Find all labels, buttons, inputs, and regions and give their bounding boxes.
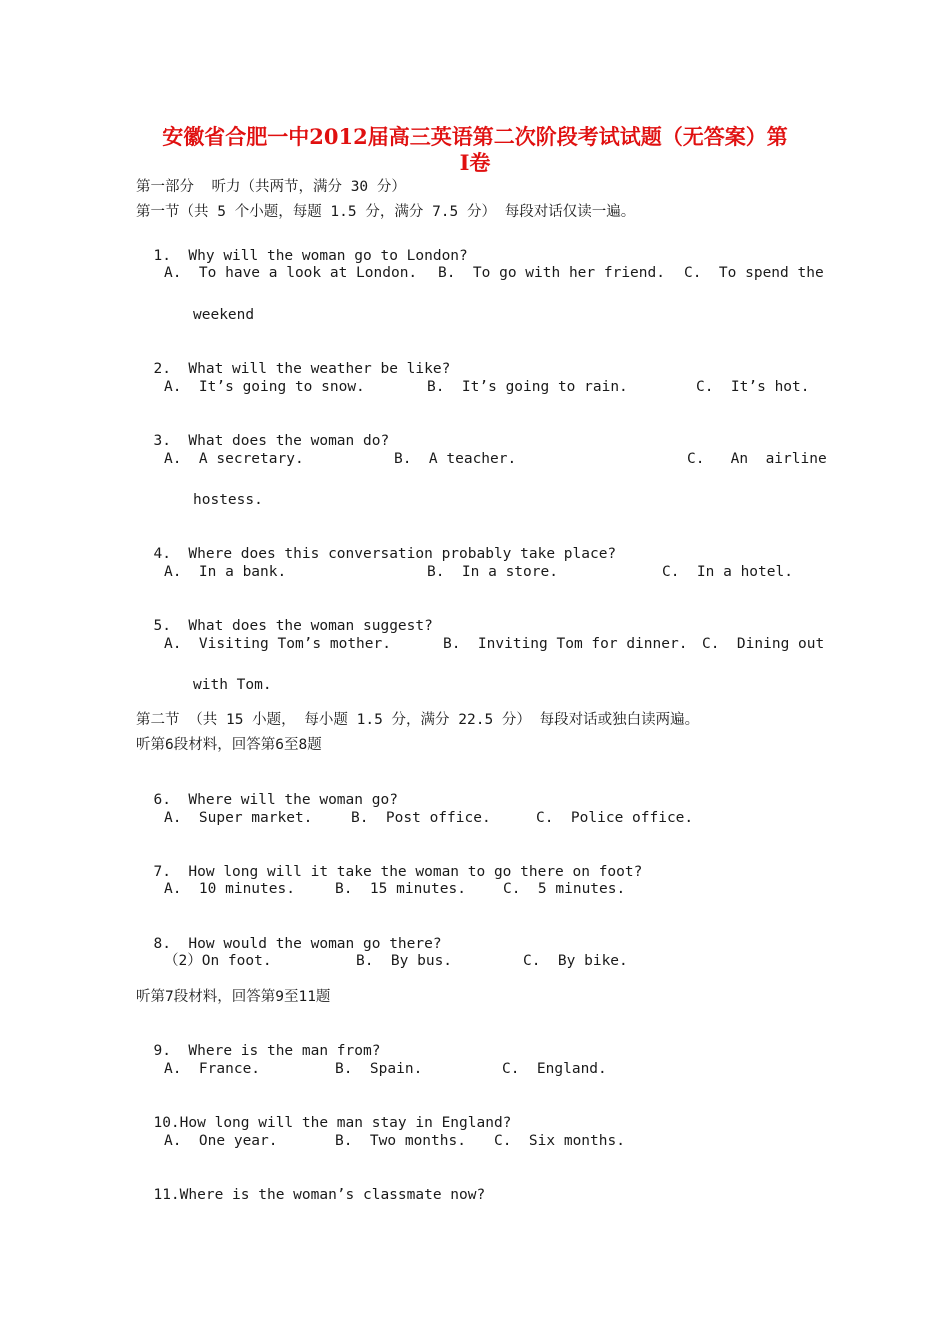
option-b: B. Inviting Tom for dinner. [443, 636, 688, 652]
question-text: Where is the man from? [188, 1043, 381, 1059]
question-number: 9. [153, 1043, 171, 1059]
option-continuation: with Tom. [193, 677, 272, 693]
option-c: C. Police office. [536, 810, 694, 826]
option-c: C. An airline [687, 451, 827, 467]
question-number: 2. [153, 361, 171, 377]
section-1-heading: 第一节（共 5 个小题，每题 1.5 分，满分 7.5 分） 每段对话仅读一遍。 [136, 204, 636, 220]
question-8 [136, 917, 442, 953]
question-number: 5. [153, 618, 171, 634]
option-a: A. In a bank. [164, 564, 287, 580]
option-b: B. Spain. [335, 1061, 423, 1077]
question-number: 3. [153, 433, 171, 449]
document-title [120, 124, 830, 176]
option-c: C. In a hotel. [662, 564, 793, 580]
question-text: What will the weather be like? [188, 361, 451, 377]
title-line-1: 安徽省合肥一中2012届高三英语第二次阶段考试试题（无答案）第 [162, 124, 788, 149]
option-continuation: hostess. [193, 492, 263, 508]
option-b: B. 15 minutes. [335, 881, 466, 897]
question-text: Where does this conversation probably take place? [188, 546, 617, 562]
question-10 [136, 1096, 511, 1132]
question-text: Where will the woman go? [188, 792, 398, 808]
material-6-heading: 听第6段材料，回答第6至8题 [136, 737, 322, 753]
option-continuation: weekend [193, 307, 255, 323]
option-a: A. One year. [164, 1133, 278, 1149]
option-c: C. It’s hot. [696, 379, 810, 395]
question-11 [136, 1168, 485, 1204]
question-text: Why will the woman go to London? [188, 248, 468, 264]
option-a: A. France. [164, 1061, 261, 1077]
question-text: How would the woman go there? [188, 936, 442, 952]
option-c: C. England. [502, 1061, 607, 1077]
question-number: 8. [153, 936, 171, 952]
option-a: A. It’s going to snow. [164, 379, 365, 395]
question-number: 6. [153, 792, 171, 808]
question-number: 7. [153, 864, 171, 880]
question-9 [136, 1024, 380, 1060]
question-text: What does the woman do? [188, 433, 390, 449]
material-7-heading: 听第7段材料，回答第9至11题 [136, 989, 331, 1005]
part-heading: 第一部分 听力（共两节，满分 30 分） [136, 179, 406, 195]
option-a: A. Visiting Tom’s mother. [164, 636, 391, 652]
option-a: A. Super market. [164, 810, 313, 826]
question-text: Where is the woman’s classmate now? [179, 1187, 486, 1203]
option-a: A. To have a look at London. [164, 265, 418, 281]
option-b: B. Post office. [351, 810, 491, 826]
option-c: C. Six months. [494, 1133, 625, 1149]
question-number: 10. [153, 1115, 180, 1131]
question-2 [136, 342, 450, 378]
option-b: B. To go with her friend. [438, 265, 665, 281]
question-5 [136, 599, 433, 635]
option-b: B. By bus. [356, 953, 453, 969]
option-c: C. 5 minutes. [503, 881, 626, 897]
question-4 [136, 527, 616, 563]
option-b: B. In a store. [427, 564, 558, 580]
option-a: （2）On foot. [164, 953, 272, 969]
question-3 [136, 414, 389, 450]
option-c: C. To spend the [684, 265, 824, 281]
question-1 [136, 229, 468, 265]
question-number: 11. [153, 1187, 180, 1203]
question-7 [136, 845, 642, 881]
section-2-heading: 第二节 （共 15 小题， 每小题 1.5 分，满分 22.5 分） 每段对话或独白读两遍。 [136, 712, 700, 728]
option-b: B. It’s going to rain. [427, 379, 628, 395]
question-number: 4. [153, 546, 171, 562]
option-b: B. A teacher. [394, 451, 517, 467]
option-b: B. Two months. [335, 1133, 466, 1149]
option-c: C. By bike. [523, 953, 628, 969]
question-text: How long will the man stay in England? [179, 1115, 512, 1131]
question-text: What does the woman suggest? [188, 618, 433, 634]
option-a: A. A secretary. [164, 451, 304, 467]
option-c: C. Dining out [702, 636, 825, 652]
option-a: A. 10 minutes. [164, 881, 295, 897]
question-number: 1. [153, 248, 171, 264]
question-text: How long will it take the woman to go there on foot? [188, 864, 643, 880]
question-6 [136, 773, 398, 809]
title-line-2: Ⅰ卷 [459, 150, 491, 175]
